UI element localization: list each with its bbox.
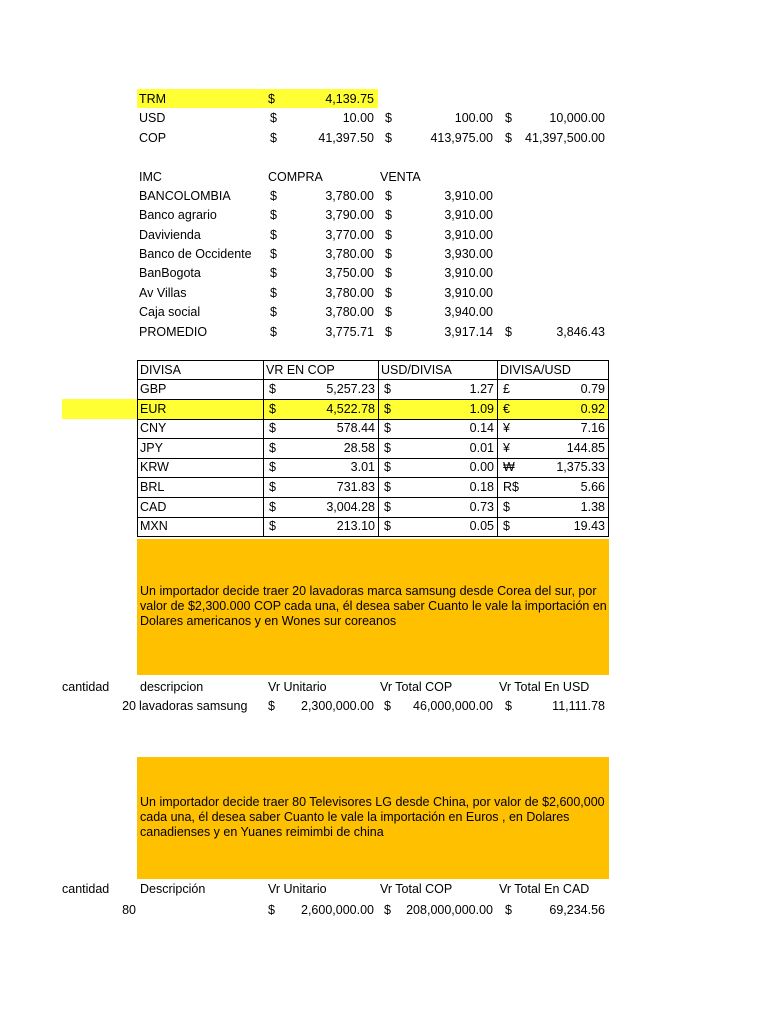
divisa-usd-per-unit-value[interactable]: 0.18 [469,480,494,494]
divisa-cell [137,498,264,518]
p2-cantidad[interactable]: 80 [122,903,136,917]
divisa-cop-value[interactable]: 213.10 [336,519,375,534]
imc-compra-sym[interactable]: $ [270,266,277,280]
imc-compra[interactable]: 3,780.00 [325,247,374,261]
divisa-cell [264,478,379,498]
divisa-cell [498,498,609,518]
p1-unitario[interactable]: 2,300,000.00 [301,699,374,713]
imc-venta[interactable]: 3,910.00 [444,286,493,300]
p2-unit-sym[interactable]: $ [268,903,275,917]
cop-sym-2[interactable]: $ [385,131,392,145]
divisa-cop-value[interactable]: 3.01 [350,460,375,475]
divisa-usd-per-unit-symbol[interactable]: $ [384,421,391,436]
usd-value-2[interactable]: 100.00 [454,111,493,125]
imc-bank-name[interactable]: Caja social [139,305,201,319]
divisa-code[interactable]: CNY [140,421,167,436]
divisa-units-per-usd-symbol[interactable]: $ [503,519,510,534]
divisa-cell [137,439,264,459]
divisa-cell [379,439,498,459]
divisa-cell [137,458,264,478]
usd-value-3[interactable]: 10,000.00 [549,111,605,125]
p1-header-total-usd[interactable]: Vr Total En USD [499,680,590,694]
cop-value-2[interactable]: 413,975.00 [430,131,493,145]
divisa-header-cell [498,360,609,380]
cop-sym-1[interactable]: $ [270,131,277,145]
divisa-cop-value[interactable]: 578.44 [336,421,375,436]
divisa-code[interactable]: JPY [140,440,163,455]
divisa-usd-per-unit-value[interactable]: 1.09 [469,401,494,416]
trm-value[interactable]: 4,139.75 [325,92,374,106]
divisa-cell [264,380,379,400]
divisa-cell [264,517,379,537]
divisa-units-per-usd-symbol[interactable]: € [503,401,510,416]
divisa-cop-value[interactable]: 28.58 [343,440,375,455]
divisa-cop-symbol[interactable]: $ [269,460,276,475]
divisa-cop-symbol[interactable]: $ [269,519,276,534]
p2-total-cad-sym[interactable]: $ [505,903,512,917]
p1-cantidad[interactable]: 20 [122,699,136,713]
divisa-cell [137,419,264,439]
imc-compra[interactable]: 3,780.00 [325,286,374,300]
p2-header-descripcion[interactable]: Descripción [140,882,206,896]
divisa-cop-symbol[interactable]: $ [269,499,276,514]
divisa-units-per-usd-value[interactable]: 0.79 [580,382,605,396]
divisa-cell [379,400,498,420]
p1-header-descripcion[interactable]: descripcion [140,680,204,694]
imc-compra-sym[interactable]: $ [270,228,277,242]
divisa-usd-per-unit-symbol[interactable]: $ [384,480,391,494]
imc-compra[interactable]: 3,770.00 [325,228,374,242]
divisa-cop-symbol[interactable]: $ [269,382,276,396]
imc-bank-name[interactable]: BANCOLOMBIA [139,189,231,203]
divisa-usd-per-unit-value[interactable]: 0.05 [469,519,494,534]
divisa-units-per-usd-value[interactable]: 144.85 [566,440,605,455]
imc-compra[interactable]: 3,790.00 [325,208,374,222]
p1-total-usd[interactable]: 11,111.78 [552,699,605,713]
imc-header-compra[interactable]: COMPRA [268,170,323,184]
divisa-units-per-usd-symbol[interactable]: ₩ [503,460,515,475]
imc-venta[interactable]: 3,910.00 [444,208,493,222]
divisa-cop-symbol[interactable]: $ [269,480,276,494]
promedio-compra[interactable]: 3,775.71 [325,325,374,339]
problem-1-text[interactable]: Un importador decide traer 20 lavadoras marca samsung desde Corea del sur, por valor de $2,300.000 COP cada una, él desea saber Cuanto le vale la importación en Dolares americanos y en Wones sur coreanos [140,584,607,628]
cop-value-3[interactable]: 41,397,500.00 [525,131,605,145]
promedio-compra-sym[interactable]: $ [270,325,277,339]
imc-bank-name[interactable]: Banco de Occidente [139,247,252,261]
imc-venta[interactable]: 3,940.00 [444,305,493,319]
imc-venta-sym[interactable]: $ [385,247,392,261]
divisa-usd-per-unit-value[interactable]: 0.73 [469,499,494,514]
divisa-cop-value[interactable]: 5,257.23 [326,382,375,396]
p2-total-cop-sym[interactable]: $ [384,903,391,917]
divisa-cell [498,439,609,459]
divisa-header-cell [137,360,264,380]
usd-sym-3[interactable]: $ [505,111,512,125]
divisa-cell [137,478,264,498]
divisa-header-vr-cop[interactable]: VR EN COP [266,363,335,377]
divisa-cell [264,498,379,518]
imc-venta-sym[interactable]: $ [385,305,392,319]
divisa-cell [379,419,498,439]
divisa-usd-per-unit-value[interactable]: 1.27 [469,382,494,396]
promedio-label[interactable]: PROMEDIO [139,325,208,339]
divisa-cell [498,478,609,498]
divisa-units-per-usd-symbol[interactable]: R$ [503,480,519,494]
divisa-header-cell [264,360,379,380]
p2-unitario[interactable]: 2,600,000.00 [301,903,374,917]
imc-compra[interactable]: 3,780.00 [325,189,374,203]
divisa-usd-per-unit-symbol[interactable]: $ [384,460,391,475]
divisa-header-divisa-usd[interactable]: DIVISA/USD [500,363,571,377]
divisa-cell [498,400,609,420]
imc-bank-name[interactable]: Av Villas [139,286,187,300]
p1-header-total-cop[interactable]: Vr Total COP [380,680,453,694]
imc-header-venta[interactable]: VENTA [380,170,421,184]
divisa-header-usd-divisa[interactable]: USD/DIVISA [381,363,452,377]
p1-total-cop-sym[interactable]: $ [384,699,391,713]
p1-header-unitario[interactable]: Vr Unitario [268,680,327,694]
divisa-units-per-usd-symbol[interactable]: $ [503,499,510,514]
divisa-units-per-usd-symbol[interactable]: ¥ [503,421,510,436]
divisa-units-per-usd-value[interactable]: 7.16 [580,421,605,436]
imc-venta[interactable]: 3,930.00 [444,247,493,261]
p1-unit-sym[interactable]: $ [268,699,275,713]
imc-compra-sym[interactable]: $ [270,208,277,222]
p2-total-cad[interactable]: 69,234.56 [549,903,605,917]
promedio-venta[interactable]: 3,917.14 [444,325,493,339]
imc-bank-name[interactable]: BanBogota [139,266,201,280]
p2-total-cop[interactable]: 208,000,000.00 [406,903,493,917]
divisa-cell [498,419,609,439]
divisa-usd-per-unit-value[interactable]: 0.00 [469,460,494,475]
divisa-cell [498,517,609,537]
divisa-cell [379,478,498,498]
divisa-cop-value[interactable]: 731.83 [336,480,375,494]
promedio-venta-sym[interactable]: $ [385,325,392,339]
cop-label[interactable]: COP [139,131,167,145]
divisa-cell [137,400,264,420]
imc-compra-sym[interactable]: $ [270,189,277,203]
divisa-usd-per-unit-symbol[interactable]: $ [384,382,391,396]
divisa-units-per-usd-value[interactable]: 1,375.33 [556,460,605,475]
imc-venta[interactable]: 3,910.00 [444,228,493,242]
p2-header-cantidad[interactable]: cantidad [62,882,110,896]
divisa-usd-per-unit-value[interactable]: 0.01 [469,440,494,455]
divisa-units-per-usd-value[interactable]: 19.43 [573,519,605,534]
divisa-cell [137,517,264,537]
divisa-code[interactable]: MXN [140,519,168,534]
divisa-units-per-usd-symbol[interactable]: ¥ [503,440,510,455]
divisa-cop-value[interactable]: 3,004.28 [326,499,375,514]
imc-venta[interactable]: 3,910.00 [444,189,493,203]
divisa-code[interactable]: CAD [140,499,167,514]
imc-bank-name[interactable]: Banco agrario [139,208,217,222]
divisa-cell [264,400,379,420]
p2-header-total-cop[interactable]: Vr Total COP [380,882,453,896]
divisa-cell [379,458,498,478]
divisa-usd-per-unit-symbol[interactable]: $ [384,401,391,416]
usd-sym-2[interactable]: $ [385,111,392,125]
p1-descripcion[interactable]: lavadoras samsung [139,699,248,713]
problem-2-text[interactable]: Un importador decide traer 80 Televisores LG desde China, por valor de $2,600,000 cada una, él desea saber Cuanto le vale la importación en Euros , en Dolares canadienses y en Yuanes reimimbi de china [140,795,605,839]
trm-symbol[interactable]: $ [268,92,275,106]
divisa-code[interactable]: BRL [140,480,165,494]
imc-header-name[interactable]: IMC [139,170,162,184]
divisa-cell [498,380,609,400]
divisa-usd-per-unit-symbol[interactable]: $ [384,499,391,514]
p2-header-unitario[interactable]: Vr Unitario [268,882,327,896]
trm-label[interactable]: TRM [139,92,167,106]
imc-venta-sym[interactable]: $ [385,266,392,280]
divisa-code[interactable]: GBP [140,382,167,396]
p1-total-cop[interactable]: 46,000,000.00 [413,699,493,713]
divisa-code[interactable]: EUR [140,401,167,416]
divisa-cell [379,498,498,518]
imc-venta-sym[interactable]: $ [385,208,392,222]
imc-venta-sym[interactable]: $ [385,189,392,203]
imc-compra-sym[interactable]: $ [270,286,277,300]
divisa-cop-symbol[interactable]: $ [269,440,276,455]
promedio-avg-sym[interactable]: $ [505,325,512,339]
divisa-usd-per-unit-symbol[interactable]: $ [384,519,391,534]
imc-venta[interactable]: 3,910.00 [444,266,493,280]
divisa-cell [379,517,498,537]
imc-bank-name[interactable]: Davivienda [139,228,201,242]
divisa-units-per-usd-value[interactable]: 1.38 [580,499,605,514]
imc-venta-sym[interactable]: $ [385,228,392,242]
divisa-units-per-usd-symbol[interactable]: £ [503,382,510,396]
usd-value-1[interactable]: 10.00 [342,111,374,125]
imc-venta-sym[interactable]: $ [385,286,392,300]
cop-sym-3[interactable]: $ [505,131,512,145]
divisa-cop-symbol[interactable]: $ [269,421,276,436]
divisa-header-cell [379,360,498,380]
divisa-cop-value[interactable]: 4,522.78 [326,401,375,416]
usd-label[interactable]: USD [139,111,166,125]
divisa-cell [498,458,609,478]
imc-compra[interactable]: 3,750.00 [325,266,374,280]
divisa-usd-per-unit-value[interactable]: 0.14 [469,421,494,436]
promedio-avg[interactable]: 3,846.43 [556,325,605,339]
imc-compra-sym[interactable]: $ [270,247,277,261]
p1-header-cantidad[interactable]: cantidad [62,680,110,694]
p1-total-usd-sym[interactable]: $ [505,699,512,713]
divisa-units-per-usd-value[interactable]: 0.92 [580,401,605,416]
usd-sym-1[interactable]: $ [270,111,277,125]
cop-value-1[interactable]: 41,397.50 [318,131,374,145]
p2-header-total-cad[interactable]: Vr Total En CAD [499,882,590,896]
divisa-code[interactable]: KRW [140,460,169,475]
divisa-cell [264,419,379,439]
divisa-cell [264,439,379,459]
divisa-cell [379,380,498,400]
imc-compra-sym[interactable]: $ [270,305,277,319]
divisa-units-per-usd-value[interactable]: 5.66 [580,480,605,494]
divisa-cell [137,380,264,400]
divisa-usd-per-unit-symbol[interactable]: $ [384,440,391,455]
divisa-header-divisa[interactable]: DIVISA [140,363,181,377]
divisa-cell [264,458,379,478]
divisa-cop-symbol[interactable]: $ [269,401,276,416]
imc-compra[interactable]: 3,780.00 [325,305,374,319]
